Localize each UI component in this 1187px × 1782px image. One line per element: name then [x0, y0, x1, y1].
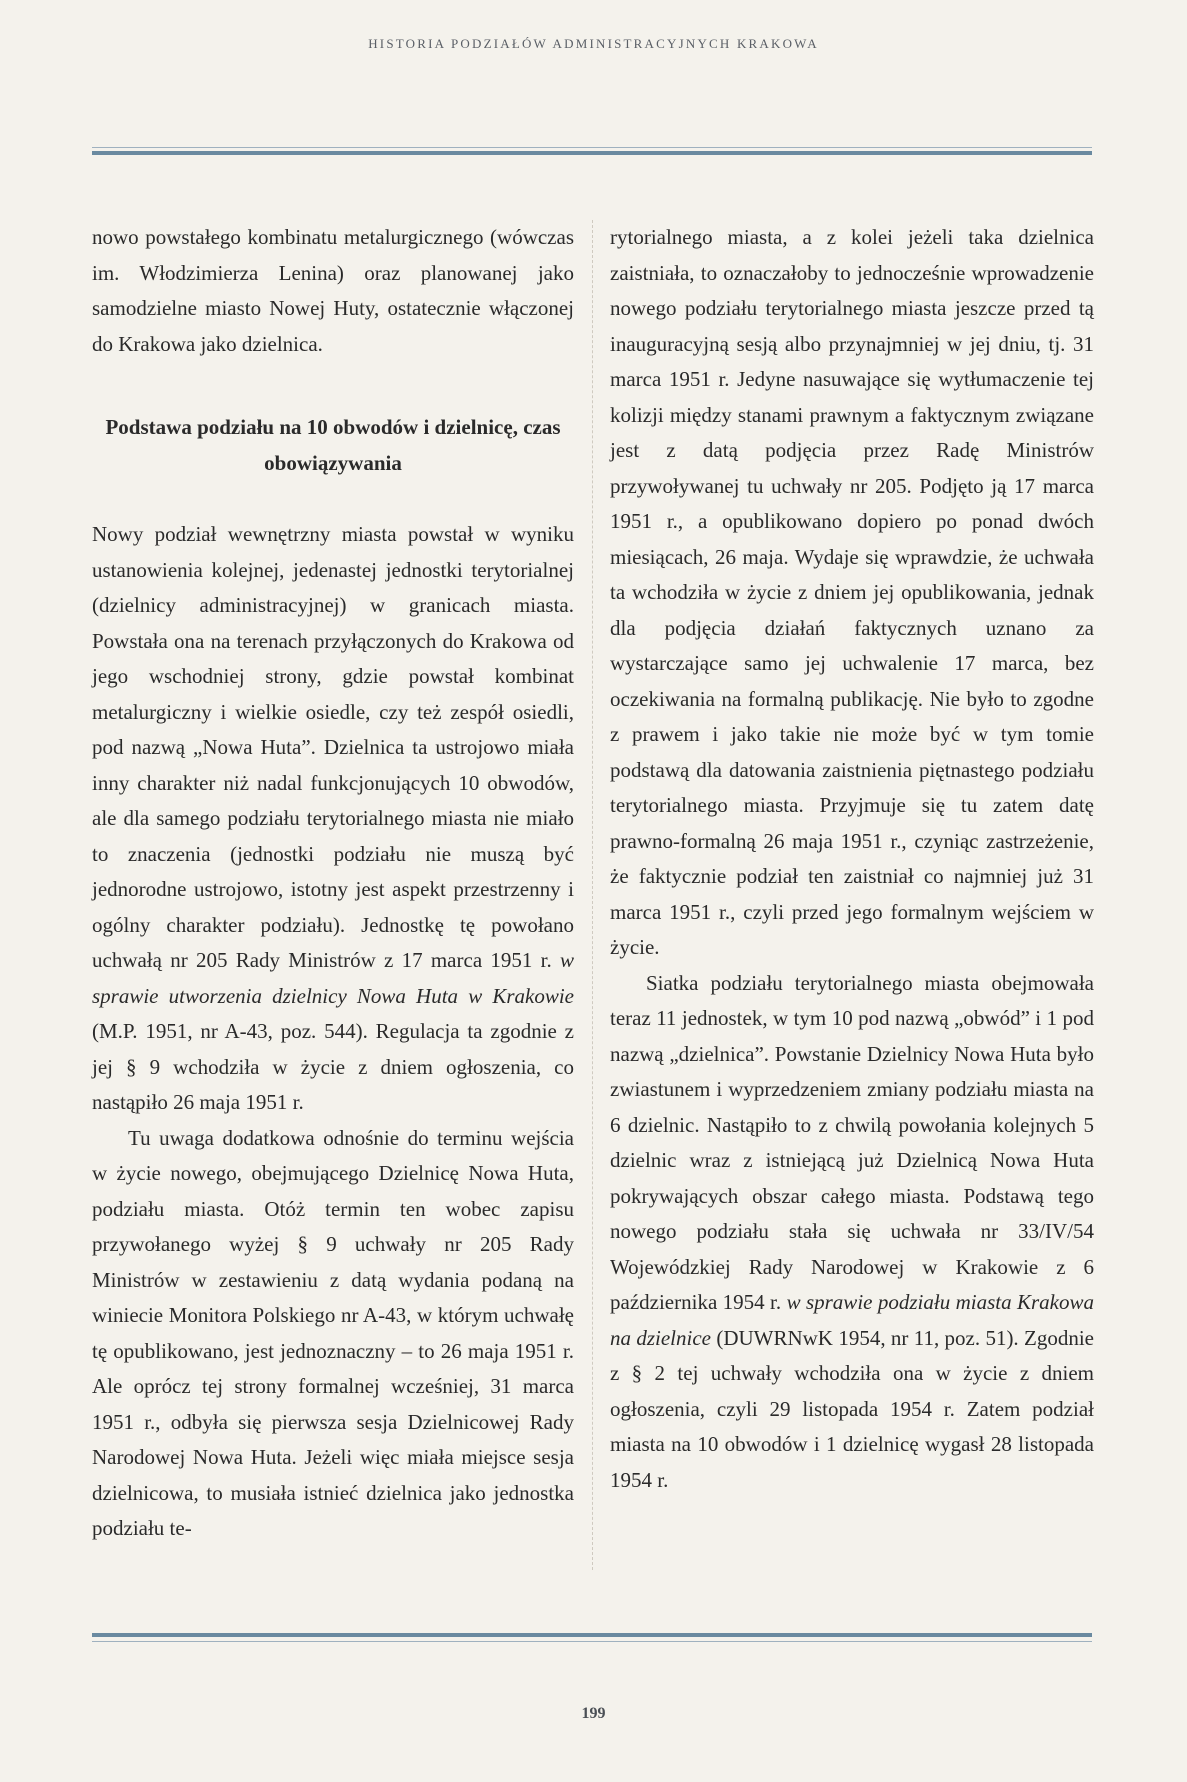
header-rule: [92, 151, 1092, 155]
paragraph-grid: [610, 966, 1094, 1499]
footer-rule: [92, 1633, 1092, 1637]
paragraph-continuation: nowo powstałego kombinatu metalurgicznego (wówczas im. Włodzimierza Lenina) oraz planowanej jako samodzielne miasto Nowej Huty, ostatecznie włączonej do Krakowa jako dzielnica.: [92, 225, 574, 356]
paragraph-new-division: [92, 517, 574, 1121]
page-number: 199: [581, 1705, 606, 1722]
column-divider: [592, 220, 593, 1570]
header-rule-thin: [92, 147, 1092, 148]
footer-rule-thin: [92, 1641, 1092, 1642]
paragraph-remark: Tu uwaga dodatkowa odnośnie do terminu wejścia w życie nowego, obejmującego Dzielnicę Nowa Huta, podziału miasta. Otóż termin ten wobec zapisu przywołanego wyżej § 9 uchwały nr 205 Rady Ministrów w zestawieniu z datą wydania podaną na winiecie Monitora Polskiego nr A-43, w którym uchwałę tę opublikowano, jest jednoznaczny – to 26 maja 1951 r. Ale oprócz tej strony formalnej wcześniej, 31 marca 1951 r., odbyła się pierwsza sesja Dzielnicowej Rady Narodowej Nowa Huta. Jeżeli więc miała miejsce sesja dzielnicowa, to musiała istnieć dzielnica jako jednostka podziału te-: [92, 1125, 574, 1540]
resolution-title: w sprawie podziału miasta Krakowa na dzielnice: [610, 1290, 1095, 1350]
right-column: [610, 220, 1094, 1498]
section-heading: Podstawa podziału na 10 obwodów i dzielnicę, czas obowiązywania: [105, 415, 561, 475]
left-column: [92, 220, 574, 1547]
paragraph-text: Nowy podział wewnętrzny miasta powstał w wyniku ustanowienia kolejnej, jedenastej jednostki terytorialnej (dzielnicy administracyjnej) w granicach miasta. Powstała ona na terenach przyłączonych do Krakowa od jego wschodniej strony, gdzie powstał kombinat metalurgiczny i wielkie osiedle, czy też zespół osiedli, pod nazwą „Nowa Huta”. Dzielnica ta ustrojowo miała inny charakter niż nadal funkcjonujących 10 obwodów, ale dla samego podziału terytorialnego miasta nie miało to znaczenia (jednostki podziału nie muszą być jednorodne ustrojowo, istotny jest aspekt przestrzenny i ogólny charakter podziału). Jednostkę tę powołano uchwałą nr 205 Rady Ministrów z 17 marca 1951 r.: [92, 522, 574, 972]
running-head: HISTORIA PODZIAŁÓW ADMINISTRACYJNYCH KRAKOWA: [368, 36, 819, 51]
resolution-title: w sprawie utworzenia dzielnicy Nowa Huta w Krakowie: [92, 948, 574, 1008]
paragraph-text: Siatka podziału terytorialnego miasta obejmowała teraz 11 jednostek, w tym 10 pod nazwą „obwód” i 1 pod nazwą „dzielnica”. Powstanie Dzielnicy Nowa Huta było zwiastunem i wyprzedzeniem zmiany podziału miasta na 6 dzielnic. Nastąpiło to z chwilą powołania kolejnych 5 dzielnic wraz z istniejącą już Dzielnicą Nowa Huta pokrywających obszar całego miasta. Podstawą tego nowego podziału stała się uchwała nr 33/IV/54 Wojewódzkiej Rady Narodowej w Krakowie z 6 października 1954 r.: [610, 970, 1094, 1314]
paragraph-text: (DUWRNwK 1954, nr 11, poz. 51). Zgodnie z § 2 tej uchwały wchodziła ona w życie z dniem ogłoszenia, czyli 29 listopada 1954 r. Zatem podział miasta na 10 obwodów i 1 dzielnicę wygasł 28 listopada 1954 r.: [610, 1325, 1095, 1492]
paragraph-continuation: rytorialnego miasta, a z kolei jeżeli taka dzielnica zaistniała, to oznaczałoby to jednocześnie wprowadzenie nowego podziału terytorialnego miasta jeszcze przed tą inauguracyjną sesją albo przynajmniej w jej dniu, tj. 31 marca 1951 r. Jedyne nasuwające się wytłumaczenie tej kolizji między stanami prawnym a faktycznym związane jest z datą podjęcia przez Radę Ministrów przywoływanej tu uchwały nr 205. Podjęto ją 17 marca 1951 r., a opublikowano dopiero po ponad dwóch miesiącach, 26 maja. Wydaje się wprawdzie, że uchwała ta wchodziła w życie z dniem jej opublikowania, jednak dla podjęcia działań faktycznych uznano za wystarczające samo jej uchwalenie 17 marca, bez oczekiwania na formalną publikację. Nie było to zgodne z prawem i jako takie nie może być w tym tomie podstawą dla datowania zaistnienia piętnastego podziału terytorialnego miasta. Przyjmuje się tu zatem datę prawno-formalną 26 maja 1951 r., czyniąc zastrzeżenie, że faktycznie podział ten zaistniał co najmniej już 31 marca 1951 r., czyli przed jego formalnym wejściem w życie.: [610, 225, 1094, 959]
paragraph-text: (M.P. 1951, nr A-43, poz. 544). Regulacja ta zgodnie z jej § 9 wchodziła w życie z dniem ogłoszenia, co nastąpiło 26 maja 1951 r.: [92, 1019, 574, 1114]
